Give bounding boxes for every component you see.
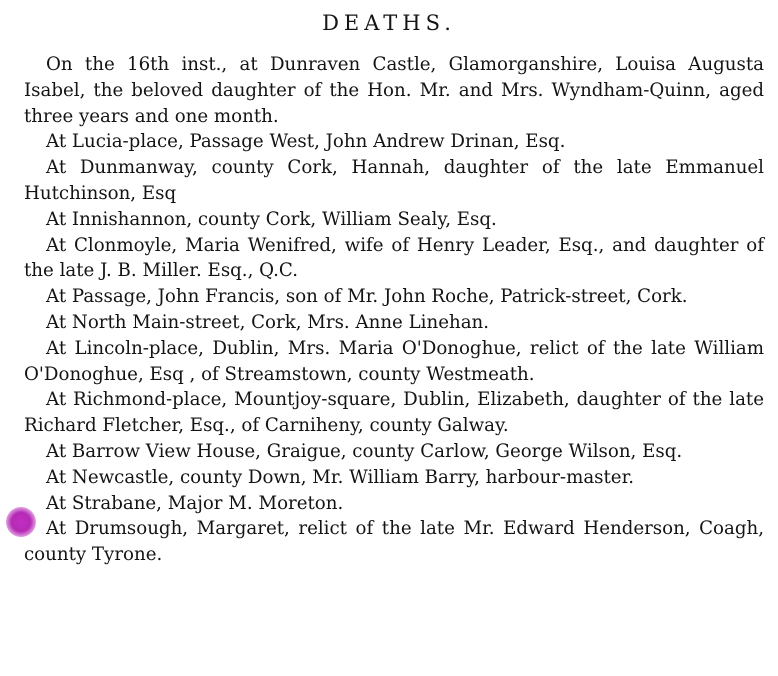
deaths-column xyxy=(24,52,764,568)
death-notice: At Passage, John Francis, son of Mr. John Roche, Patrick-street, Cork. xyxy=(46,286,688,308)
death-notice: At Richmond-place, Mountjoy-square, Dublin, Elizabeth, daughter of the late Richard Fletcher, Esq., of Carniheny, county Galway. xyxy=(24,389,764,437)
death-notice: At Drumsough, Margaret, relict of the late Mr. Edward Henderson, Coagh, county Tyrone. xyxy=(24,518,764,566)
death-notice: On the 16th inst., at Dunraven Castle, Glamorganshire, Louisa Augusta Isabel, the beloved daughter of the Hon. Mr. and Mrs. Wyndham-Quinn, aged three years and one month. xyxy=(24,54,764,127)
death-notice: At Strabane, Major M. Moreton. xyxy=(46,492,344,514)
death-notice: At North Main-street, Cork, Mrs. Anne Linehan. xyxy=(46,311,490,333)
cursor-marker-dot xyxy=(6,507,36,537)
death-notice: At Clonmoyle, Maria Wenifred, wife of Henry Leader, Esq., and daughter of the late J. B. Miller. Esq., Q.C. xyxy=(24,234,764,282)
death-notice: At Newcastle, county Down, Mr. William Barry, harbour-master. xyxy=(46,466,635,488)
death-notice: At Barrow View House, Graigue, county Carlow, George Wilson, Esq. xyxy=(46,440,683,462)
section-heading: DEATHS. xyxy=(322,11,456,35)
death-notice: At Lincoln-place, Dublin, Mrs. Maria O'Donoghue, relict of the late William O'Donoghue, Esq , of Streamstown, county Westmeath. xyxy=(24,337,764,385)
death-notice: At Lucia-place, Passage West, John Andrew Drinan, Esq. xyxy=(46,131,566,153)
death-notice: At Innishannon, county Cork, William Sealy, Esq. xyxy=(46,208,497,230)
death-notice: At Dunmanway, county Cork, Hannah, daughter of the late Emmanuel Hutchinson, Esq xyxy=(24,157,764,204)
